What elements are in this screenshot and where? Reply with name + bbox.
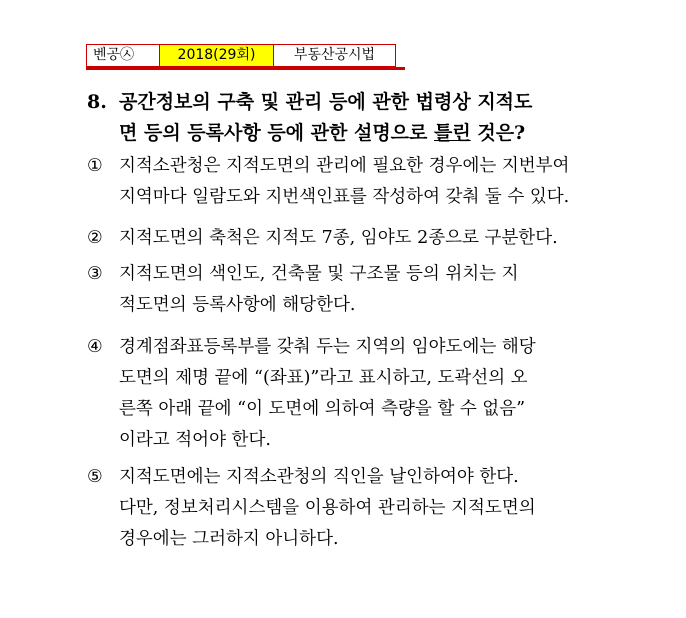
question-line-2a: 면 등의 등록사항 등에 관한 설명으로 <box>119 122 434 144</box>
option-4-line-2: 도면의 제명 끝에 “(좌표)”라고 표시하고, 도곽선의 오 <box>119 368 528 388</box>
option-1-line-2: 지역마다 일람도와 지번색인표를 작성하여 갖춰 둘 수 있다. <box>119 187 570 207</box>
header-year: 2018(29회) <box>159 44 273 67</box>
header-subject: 부동산공시법 <box>273 44 396 67</box>
option-4-line-4: 이라고 적어야 한다. <box>119 430 271 450</box>
option-5 <box>87 462 647 555</box>
question-line-2b: 것은? <box>470 122 526 144</box>
option-5-mark: ⑤ <box>87 467 103 487</box>
option-4-line-3: 른쪽 아래 끝에 “이 도면에 의하여 측량을 할 수 없음” <box>119 399 526 419</box>
option-3-line-1: 지적도면의 색인도, 건축물 및 구조물 등의 위치는 지 <box>119 264 519 284</box>
option-4-line-1: 경계점좌표등록부를 갖춰 두는 지역의 임야도에는 해당 <box>119 337 536 357</box>
option-1-mark: ① <box>87 156 103 176</box>
option-1 <box>87 151 647 213</box>
question-emphasis: 틀린 <box>434 122 471 144</box>
option-5-line-1: 지적도면에는 지적소관청의 직인을 날인하여야 한다. <box>119 467 519 487</box>
question-line-1: 공간정보의 구축 및 관리 등에 관한 법령상 지적도 <box>119 91 533 113</box>
option-3-mark: ③ <box>87 264 103 284</box>
question-number: 8. <box>87 91 107 113</box>
option-1-line-1: 지적소관청은 지적도면의 관리에 필요한 경우에는 지번부여 <box>119 156 570 176</box>
option-2-mark: ② <box>87 228 103 248</box>
option-5-line-3: 경우에는 그러하지 아니하다. <box>119 529 339 549</box>
question-stem <box>87 87 647 149</box>
header-bar <box>86 44 396 67</box>
option-2-line-1: 지적도면의 축척은 지적도 7종, 임야도 2종으로 구분한다. <box>119 228 558 248</box>
option-5-line-2: 다만, 정보처리시스템을 이용하여 관리하는 지적도면의 <box>119 498 536 518</box>
header-underline <box>86 67 405 70</box>
option-2 <box>87 223 647 254</box>
option-3-line-2: 적도면의 등록사항에 해당한다. <box>119 295 356 315</box>
header-tag: 벤공㉦ <box>86 44 159 67</box>
option-4-mark: ④ <box>87 337 103 357</box>
option-3 <box>87 259 647 321</box>
option-4 <box>87 332 647 456</box>
